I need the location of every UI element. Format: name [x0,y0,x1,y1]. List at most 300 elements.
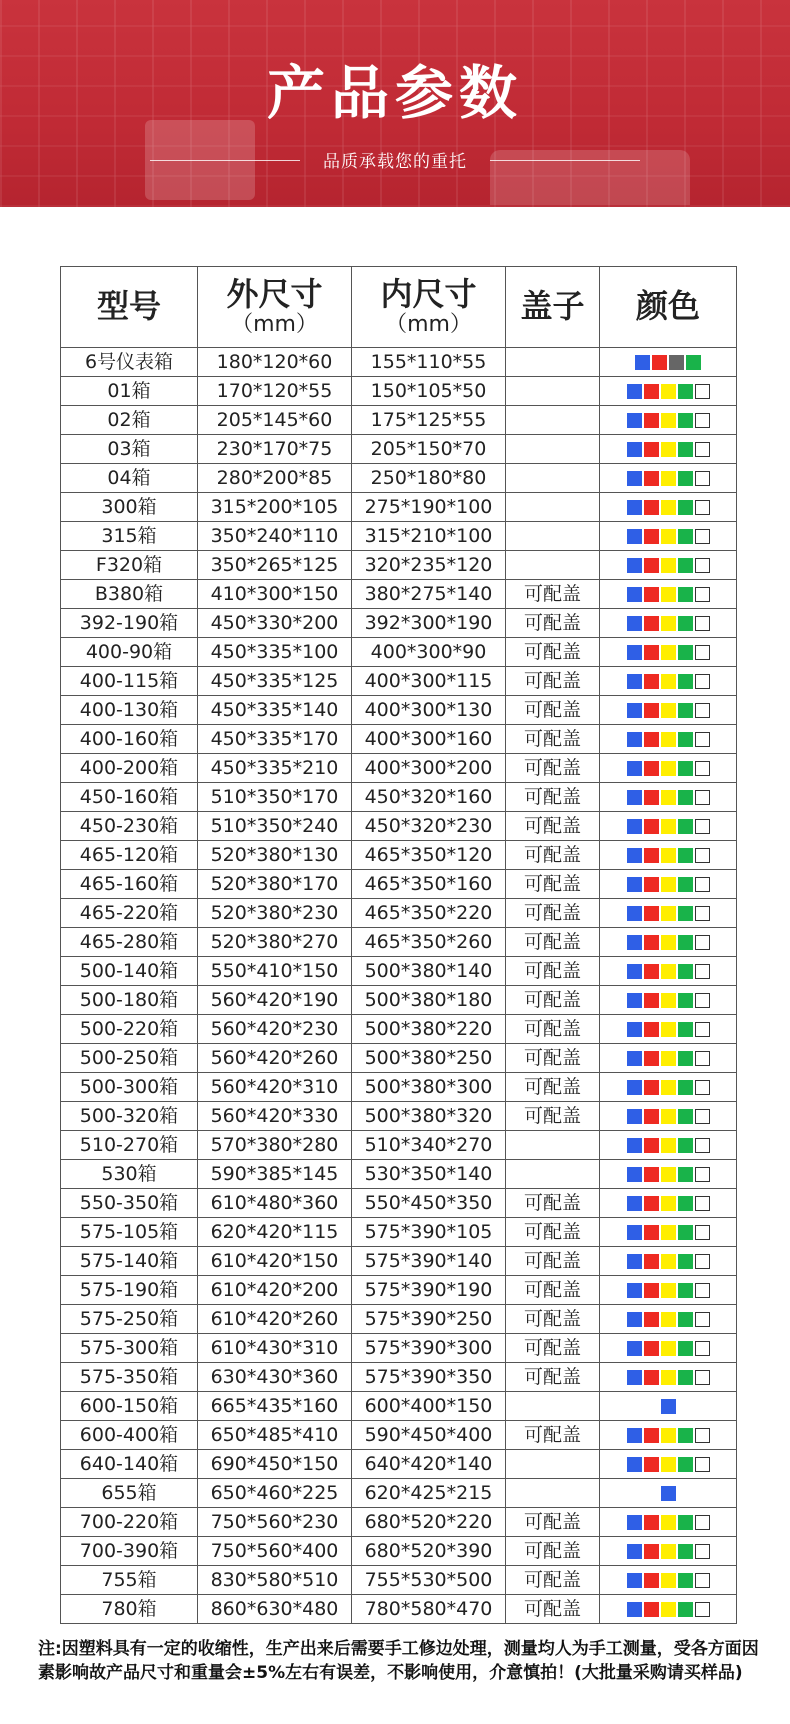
cell-inner-size: 465*350*120 [352,841,506,870]
cell-inner-size: 500*380*140 [352,957,506,986]
color-swatch-red [644,500,659,515]
color-swatch-red [644,703,659,718]
cell-model: 510-270箱 [61,1131,198,1160]
color-swatch-blue [627,935,642,950]
color-swatch-blue [627,1370,642,1385]
color-swatches [627,819,710,834]
color-swatches [627,1312,710,1327]
color-swatch-yellow [661,529,676,544]
color-swatch-blue [627,877,642,892]
cell-inner-size: 465*350*260 [352,928,506,957]
color-swatch-red [644,1167,659,1182]
color-swatch-yellow [661,1457,676,1472]
cell-inner-size: 680*520*220 [352,1508,506,1537]
color-swatch-yellow [661,1602,676,1617]
cell-outer-size: 665*435*160 [198,1392,352,1421]
table-row [61,1247,737,1276]
color-swatch-blue [627,848,642,863]
color-swatch-red [644,761,659,776]
cell-model: 780箱 [61,1595,198,1624]
color-swatch-green [678,1283,693,1298]
cell-lid: 可配盖 [506,1218,600,1247]
cell-inner-size: 392*300*190 [352,609,506,638]
table-row [61,1160,737,1189]
cell-outer-size: 860*630*480 [198,1595,352,1624]
cell-colors [600,348,737,377]
cell-colors [600,1421,737,1450]
cell-model: 500-320箱 [61,1102,198,1131]
cell-outer-size: 230*170*75 [198,435,352,464]
cell-inner-size: 400*300*115 [352,667,506,696]
color-swatch-green [678,1225,693,1240]
cell-lid [506,493,600,522]
color-swatch-blue [627,645,642,660]
table-row [61,1392,737,1421]
header-outer-unit: （mm） [231,312,318,338]
color-swatch-red [644,442,659,457]
cell-colors [600,1537,737,1566]
color-swatches [627,848,710,863]
cell-lid [506,1131,600,1160]
color-swatch-yellow [661,906,676,921]
color-swatches [627,1196,710,1211]
color-swatch-red [644,1196,659,1211]
cell-outer-size: 450*335*125 [198,667,352,696]
cell-model: 640-140箱 [61,1450,198,1479]
color-swatch-yellow [661,413,676,428]
color-swatches [627,935,710,950]
color-swatch-green [678,1051,693,1066]
color-swatch-blue [627,413,642,428]
cell-colors [600,725,737,754]
color-swatch-green [678,732,693,747]
cell-outer-size: 610*420*200 [198,1276,352,1305]
cell-outer-size: 315*200*105 [198,493,352,522]
table-header-row [61,267,737,348]
color-swatch-blue [627,906,642,921]
color-swatch-white [695,1080,710,1095]
color-swatch-white [695,1051,710,1066]
color-swatch-blue [627,558,642,573]
cell-lid: 可配盖 [506,754,600,783]
color-swatch-blue [627,790,642,805]
color-swatch-green [678,1544,693,1559]
color-swatch-blue [627,587,642,602]
color-swatches [627,616,710,631]
color-swatch-white [695,1022,710,1037]
color-swatch-blue [627,1138,642,1153]
color-swatches [627,645,710,660]
cell-lid: 可配盖 [506,1566,600,1595]
color-swatch-green [678,1109,693,1124]
color-swatch-yellow [661,558,676,573]
cell-inner-size: 155*110*55 [352,348,506,377]
cell-inner-size: 755*530*500 [352,1566,506,1595]
table-row [61,638,737,667]
color-swatches [627,1138,710,1153]
cell-lid: 可配盖 [506,1102,600,1131]
cell-model: 530箱 [61,1160,198,1189]
cell-model: 500-250箱 [61,1044,198,1073]
cell-lid [506,1479,600,1508]
color-swatch-green [678,1022,693,1037]
color-swatch-yellow [661,1573,676,1588]
cell-inner-size: 500*380*320 [352,1102,506,1131]
table-row [61,406,737,435]
color-swatch-white [695,935,710,950]
color-swatch-green [678,1515,693,1530]
color-swatches [627,1283,710,1298]
color-swatch-yellow [661,616,676,631]
header-banner [0,0,790,207]
color-swatch-white [695,529,710,544]
color-swatches [627,1370,710,1385]
color-swatch-white [695,1515,710,1530]
color-swatch-green [678,877,693,892]
color-swatch-white [695,1254,710,1269]
cell-model: 465-160箱 [61,870,198,899]
cell-inner-size: 600*400*150 [352,1392,506,1421]
cell-outer-size: 520*380*170 [198,870,352,899]
color-swatch-gray [669,355,684,370]
color-swatch-white [695,1109,710,1124]
cell-model: 575-300箱 [61,1334,198,1363]
cell-lid: 可配盖 [506,783,600,812]
cell-model: 600-150箱 [61,1392,198,1421]
cell-lid: 可配盖 [506,1247,600,1276]
color-swatch-red [644,1254,659,1269]
table-row [61,1450,737,1479]
color-swatch-white [695,1573,710,1588]
color-swatch-blue [627,1428,642,1443]
cell-inner-size: 400*300*90 [352,638,506,667]
cell-model: 300箱 [61,493,198,522]
table-row [61,928,737,957]
color-swatch-blue [627,1515,642,1530]
color-swatch-white [695,790,710,805]
color-swatch-red [644,384,659,399]
table-row [61,1421,737,1450]
color-swatches [627,1109,710,1124]
cell-inner-size: 400*300*130 [352,696,506,725]
table-row [61,899,737,928]
cell-inner-size: 275*190*100 [352,493,506,522]
color-swatch-blue [627,1312,642,1327]
cell-colors [600,1334,737,1363]
cell-outer-size: 550*410*150 [198,957,352,986]
color-swatches [627,1602,710,1617]
cell-inner-size: 550*450*350 [352,1189,506,1218]
color-swatch-blue [627,964,642,979]
color-swatch-red [644,1457,659,1472]
color-swatch-blue [635,355,650,370]
color-swatch-red [644,1225,659,1240]
color-swatches [627,1167,710,1182]
color-swatch-yellow [661,1080,676,1095]
cell-inner-size: 575*390*300 [352,1334,506,1363]
color-swatch-green [678,761,693,776]
color-swatch-white [695,761,710,776]
cell-model: 575-105箱 [61,1218,198,1247]
color-swatch-white [695,1167,710,1182]
cell-model: 500-140箱 [61,957,198,986]
color-swatch-yellow [661,964,676,979]
cell-colors [600,1073,737,1102]
color-swatch-green [678,674,693,689]
color-swatch-red [644,1573,659,1588]
cell-lid: 可配盖 [506,870,600,899]
cell-model: 500-180箱 [61,986,198,1015]
cell-colors [600,464,737,493]
color-swatch-yellow [661,1428,676,1443]
table-row [61,435,737,464]
cell-inner-size: 510*340*270 [352,1131,506,1160]
cell-model: 400-115箱 [61,667,198,696]
color-swatch-red [644,935,659,950]
cell-colors [600,609,737,638]
cell-inner-size: 680*520*390 [352,1537,506,1566]
cell-colors [600,928,737,957]
cell-model: 465-220箱 [61,899,198,928]
color-swatch-green [678,1573,693,1588]
cell-lid [506,377,600,406]
color-swatch-red [644,1544,659,1559]
color-swatch-white [695,645,710,660]
cell-outer-size: 410*300*150 [198,580,352,609]
cell-model: 465-280箱 [61,928,198,957]
color-swatches [627,587,710,602]
color-swatches [627,1225,710,1240]
color-swatch-red [644,413,659,428]
cell-colors [600,522,737,551]
cell-lid: 可配盖 [506,1189,600,1218]
color-swatch-green [678,413,693,428]
table-row [61,348,737,377]
cell-outer-size: 350*265*125 [198,551,352,580]
table-row [61,1508,737,1537]
cell-lid [506,348,600,377]
color-swatch-green [678,529,693,544]
cell-colors [600,1044,737,1073]
cell-colors [600,1479,737,1508]
table-row [61,1102,737,1131]
table-row [61,1131,737,1160]
color-swatch-yellow [661,935,676,950]
cell-model: 550-350箱 [61,1189,198,1218]
table-row [61,493,737,522]
table-row [61,377,737,406]
color-swatch-red [644,616,659,631]
cell-outer-size: 520*380*130 [198,841,352,870]
cell-model: 6号仪表箱 [61,348,198,377]
color-swatch-blue [627,993,642,1008]
cell-lid [506,1392,600,1421]
cell-outer-size: 520*380*230 [198,899,352,928]
color-swatch-white [695,413,710,428]
color-swatch-yellow [661,790,676,805]
cell-model: 02箱 [61,406,198,435]
color-swatch-red [644,558,659,573]
cell-outer-size: 180*120*60 [198,348,352,377]
cell-lid: 可配盖 [506,1073,600,1102]
cell-model: 01箱 [61,377,198,406]
color-swatches [627,500,710,515]
cell-model: 700-220箱 [61,1508,198,1537]
cell-colors [600,1566,737,1595]
color-swatch-red [644,848,659,863]
color-swatch-red [644,819,659,834]
cell-outer-size: 450*335*100 [198,638,352,667]
cell-inner-size: 620*425*215 [352,1479,506,1508]
cell-outer-size: 560*420*230 [198,1015,352,1044]
color-swatch-red [644,877,659,892]
color-swatch-red [644,1109,659,1124]
color-swatch-blue [627,616,642,631]
color-swatches [627,761,710,776]
color-swatch-green [678,848,693,863]
table-row [61,464,737,493]
color-swatch-red [644,674,659,689]
color-swatches [661,1486,676,1501]
color-swatch-white [695,1341,710,1356]
color-swatch-blue [627,819,642,834]
cell-colors [600,870,737,899]
color-swatch-blue [661,1399,676,1414]
color-swatch-green [678,993,693,1008]
color-swatch-white [695,906,710,921]
cell-inner-size: 175*125*55 [352,406,506,435]
cell-inner-size: 465*350*160 [352,870,506,899]
cell-lid: 可配盖 [506,841,600,870]
color-swatch-red [644,1283,659,1298]
table-row [61,725,737,754]
cell-lid: 可配盖 [506,609,600,638]
color-swatches [627,993,710,1008]
color-swatch-yellow [661,1370,676,1385]
table-row [61,783,737,812]
cell-outer-size: 570*380*280 [198,1131,352,1160]
cell-lid: 可配盖 [506,1305,600,1334]
color-swatch-white [695,1457,710,1472]
cell-model: 500-220箱 [61,1015,198,1044]
cell-lid: 可配盖 [506,1595,600,1624]
table-row [61,1015,737,1044]
cell-model: 600-400箱 [61,1421,198,1450]
cell-model: 755箱 [61,1566,198,1595]
table-row [61,754,737,783]
color-swatches [627,877,710,892]
table-row [61,841,737,870]
color-swatch-yellow [661,819,676,834]
cell-model: 450-230箱 [61,812,198,841]
cell-inner-size: 205*150*70 [352,435,506,464]
color-swatches [627,1457,710,1472]
color-swatch-blue [627,1109,642,1124]
color-swatch-green [678,964,693,979]
cell-model: 575-250箱 [61,1305,198,1334]
color-swatch-yellow [661,703,676,718]
header-outer-size: 外尺寸 （mm） [198,267,352,348]
color-swatch-red [644,1602,659,1617]
color-swatch-yellow [661,993,676,1008]
color-swatch-red [644,993,659,1008]
color-swatch-green [678,1254,693,1269]
cell-inner-size: 640*420*140 [352,1450,506,1479]
cell-colors [600,493,737,522]
color-swatch-red [644,1428,659,1443]
cell-inner-size: 500*380*180 [352,986,506,1015]
cell-model: 700-390箱 [61,1537,198,1566]
color-swatch-red [644,790,659,805]
cell-inner-size: 575*390*140 [352,1247,506,1276]
color-swatch-blue [627,1225,642,1240]
cell-colors [600,435,737,464]
color-swatch-yellow [661,645,676,660]
color-swatches [627,906,710,921]
cell-lid [506,1160,600,1189]
color-swatch-yellow [661,1341,676,1356]
cell-colors [600,957,737,986]
color-swatch-yellow [661,848,676,863]
cell-outer-size: 350*240*110 [198,522,352,551]
cell-outer-size: 560*420*190 [198,986,352,1015]
cell-inner-size: 400*300*200 [352,754,506,783]
table-row [61,1363,737,1392]
cell-model: 400-200箱 [61,754,198,783]
cell-inner-size: 315*210*100 [352,522,506,551]
color-swatch-white [695,1283,710,1298]
cell-model: 575-140箱 [61,1247,198,1276]
color-swatch-blue [627,500,642,515]
color-swatch-red [644,645,659,660]
cell-outer-size: 560*420*310 [198,1073,352,1102]
color-swatches [627,732,710,747]
cell-outer-size: 630*430*360 [198,1363,352,1392]
cell-inner-size: 530*350*140 [352,1160,506,1189]
color-swatch-yellow [661,877,676,892]
cell-colors [600,986,737,1015]
cell-outer-size: 510*350*170 [198,783,352,812]
color-swatch-yellow [661,442,676,457]
color-swatch-yellow [661,1167,676,1182]
cell-colors [600,1102,737,1131]
cell-inner-size: 380*275*140 [352,580,506,609]
cell-model: 400-130箱 [61,696,198,725]
cell-colors [600,1160,737,1189]
color-swatch-yellow [661,384,676,399]
color-swatch-white [695,877,710,892]
color-swatch-yellow [661,761,676,776]
color-swatch-red [644,732,659,747]
page-title: 产品参数 [266,59,523,127]
table-row [61,1276,737,1305]
cell-model: 465-120箱 [61,841,198,870]
table-row [61,1189,737,1218]
color-swatch-red [644,1051,659,1066]
cell-colors [600,1392,737,1421]
cell-lid [506,464,600,493]
cell-colors [600,1305,737,1334]
cell-colors [600,1189,737,1218]
color-swatches [627,1022,710,1037]
color-swatch-white [695,993,710,1008]
color-swatch-blue [627,442,642,457]
color-swatch-yellow [661,500,676,515]
cell-lid [506,1450,600,1479]
color-swatches [627,1544,710,1559]
color-swatch-yellow [661,674,676,689]
cell-lid: 可配盖 [506,1015,600,1044]
